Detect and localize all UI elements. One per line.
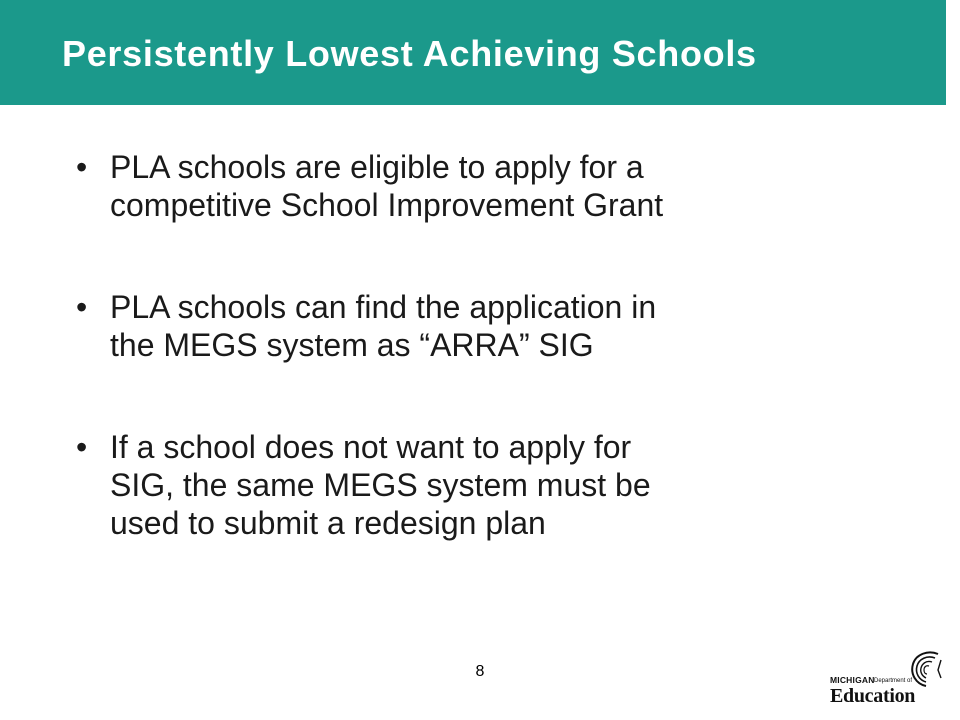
bullet-item — [70, 148, 870, 224]
logo-state-text: MICHIGAN — [830, 675, 875, 685]
bullet-item — [70, 428, 870, 542]
bullet-item — [70, 288, 870, 364]
bullet-line: If a school does not want to apply for — [110, 429, 632, 465]
bullet-marker: • — [76, 429, 88, 465]
bullet-line: SIG, the same MEGS system must be — [110, 467, 651, 503]
bullet-marker: • — [76, 289, 88, 325]
bullet-line: used to submit a redesign plan — [110, 505, 546, 541]
bullet-line: competitive School Improvement Grant — [110, 187, 664, 223]
page-number: 8 — [475, 663, 485, 680]
bullet-list — [70, 148, 870, 606]
logo-edu-text: Education — [830, 685, 916, 707]
bullet-line: the MEGS system as “ARRA” SIG — [110, 327, 594, 363]
slide-title: Persistently Lowest Achieving Schools — [62, 33, 757, 74]
michigan-education-logo — [828, 650, 946, 708]
bullet-marker: • — [76, 149, 88, 185]
logo-dept-text: Department of — [874, 678, 913, 684]
bullet-line: PLA schools can find the application in — [110, 289, 657, 325]
title-bar — [0, 0, 946, 105]
bullet-line: PLA schools are eligible to apply for a — [110, 149, 644, 185]
michigan-seal-icon — [908, 650, 944, 690]
